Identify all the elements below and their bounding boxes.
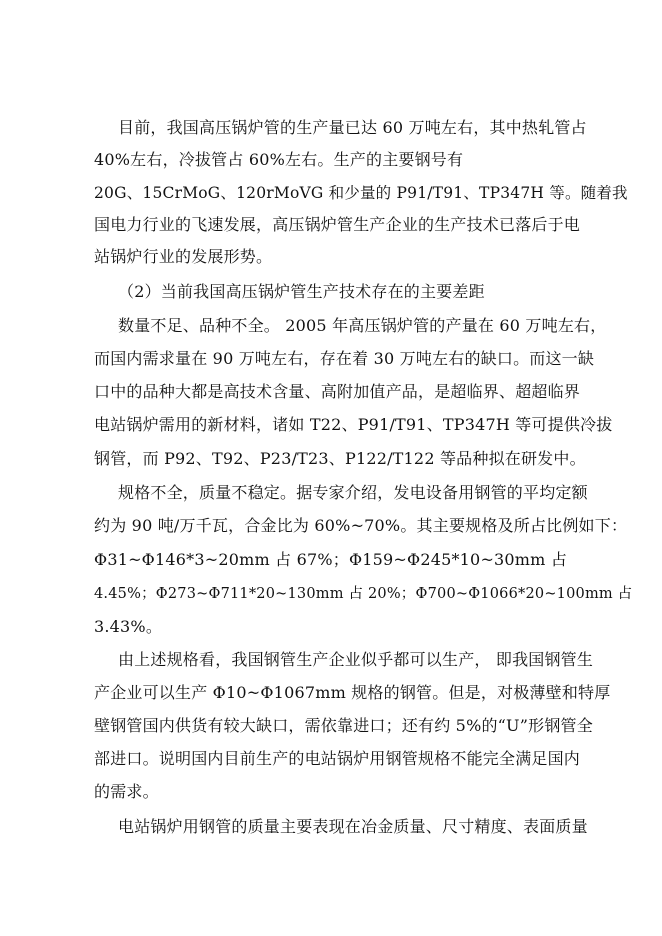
paragraph-line: 20G、15CrMoG、120rMoVG 和少量的 P91/T91、TP347H 等。随着我 [94, 184, 628, 202]
paragraph-line: 而国内需求量在 90 万吨左右，存在着 30 万吨左右的缺口。而这一缺 [94, 349, 595, 368]
paragraph-line: 3.43%。 [94, 617, 163, 636]
paragraph-line: 4.45%；Φ273~Φ711*20~130mm 占 20%；Φ700~Φ1066*20~100mm 占 [94, 586, 633, 602]
paragraph-line: 目前，我国高压锅炉管的生产量已达 60 万吨左右，其中热轧管占 [118, 118, 587, 137]
paragraph-line: 壁钢管国内供货有较大缺口，需依靠进口；还有约 5%的“U”形钢管全 [94, 716, 593, 735]
paragraph-line: 电站锅炉需用的新材料，诸如 T22、P91/T91、TP347H 等可提供冷拔 [94, 415, 613, 434]
paragraph-line: 口中的品种大都是高技术含量、高附加值产品，是超临界、超超临界 [94, 382, 581, 401]
paragraph-line: 国电力行业的飞速发展，高压锅炉管生产企业的生产技术已落后于电 [94, 215, 581, 234]
paragraph-line: 产企业可以生产 Φ10~Φ1067mm 规格的钢管。但是，对极薄壁和特厚 [94, 683, 611, 702]
paragraph-line: 约为 90 吨/万千瓦，合金比为 60%~70%。其主要规格及所占比例如下： [94, 516, 628, 535]
paragraph-line: 部进口。说明国内目前生产的电站锅炉用钢管规格不能完全满足国内 [94, 749, 581, 768]
paragraph-line: Φ31~Φ146*3~20mm 占 67%；Φ159~Φ245*10~30mm 占 [94, 550, 568, 569]
paragraph-line: 由上述规格看，我国钢管生产企业似乎都可以生产， 即我国钢管生 [118, 650, 594, 669]
paragraph-line: 规格不全，质量不稳定。据专家介绍，发电设备用钢管的平均定额 [118, 483, 588, 502]
paragraph-line: 数量不足、品种不全。 2005 年高压锅炉管的产量在 60 万吨左右， [118, 316, 607, 335]
paragraph-line: 钢管，而 P92、T92、P23/T23、P122/T122 等品种拟在研发中。 [94, 449, 586, 468]
section-heading: （2）当前我国高压锅炉管生产技术存在的主要差距 [118, 282, 485, 301]
paragraph-line: 电站锅炉用钢管的质量主要表现在冶金质量、尺寸精度、表面质量 [118, 817, 588, 836]
paragraph-line: 的需求。 [94, 782, 159, 801]
paragraph-line: 40%左右，冷拔管占 60%左右。生产的主要钢号有 [94, 150, 464, 169]
paragraph-line: 站锅炉行业的发展形势。 [94, 247, 273, 266]
